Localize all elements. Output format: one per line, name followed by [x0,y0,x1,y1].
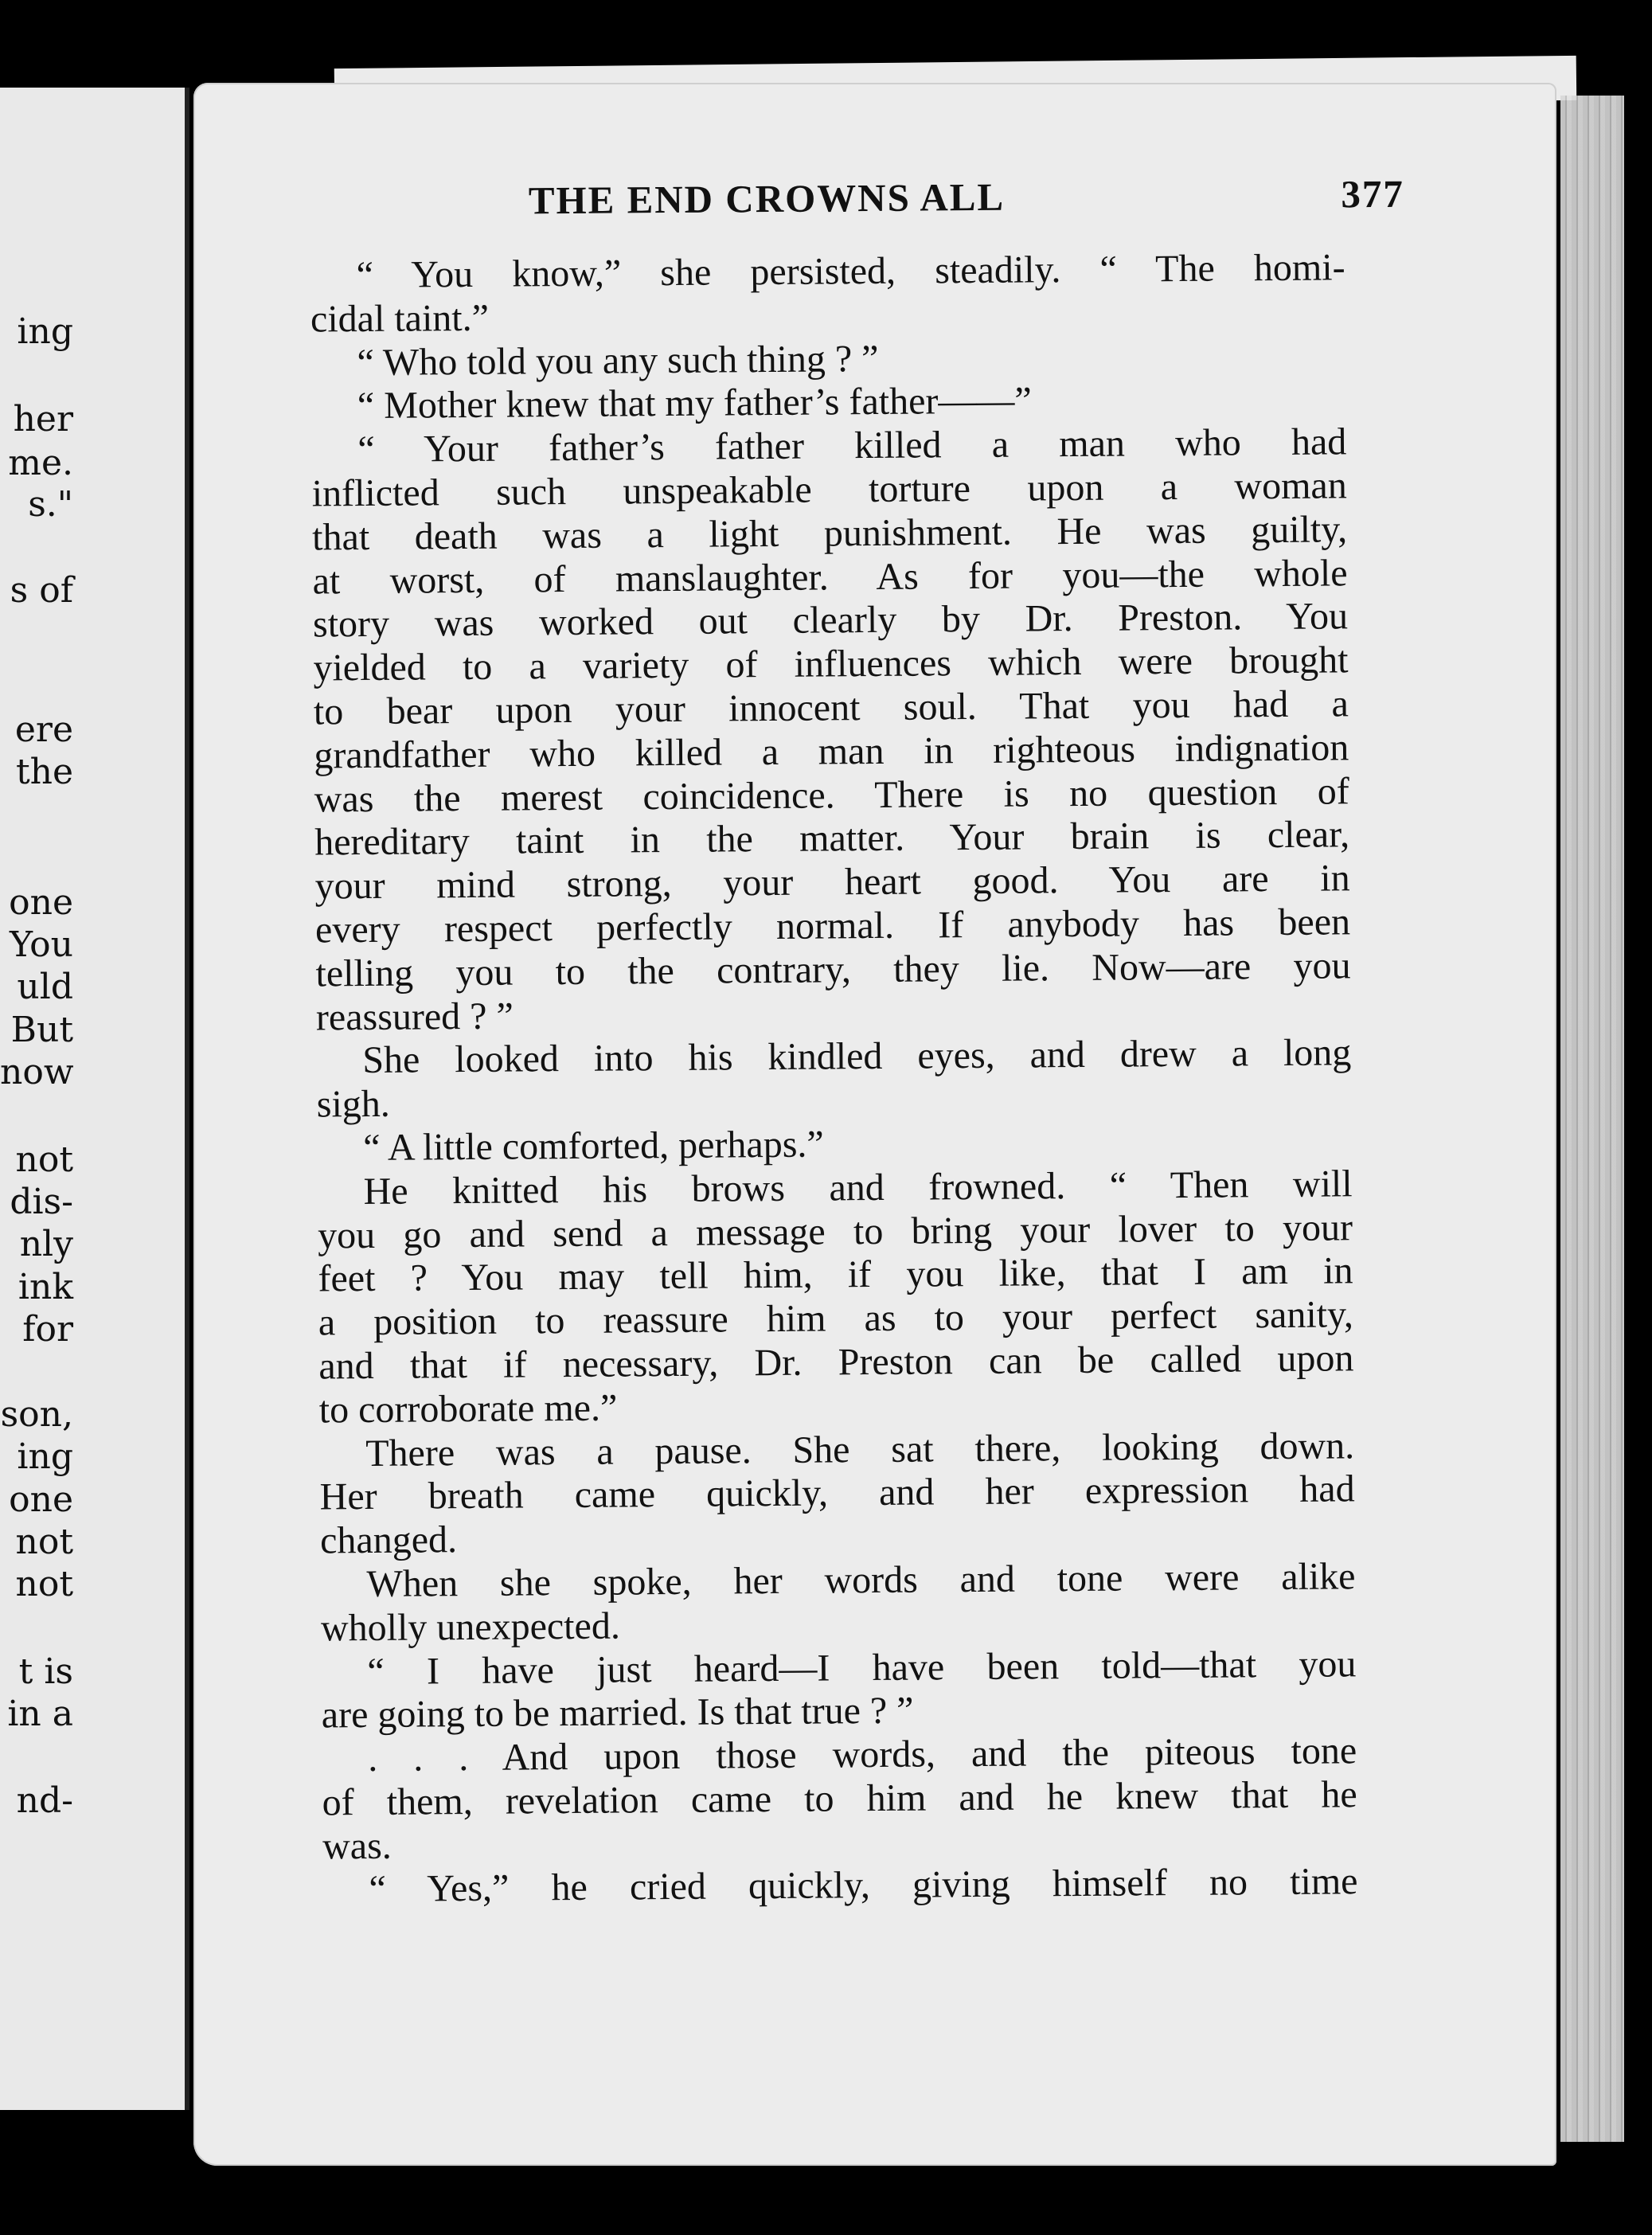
facing-page-fragment: You [9,924,73,965]
text-line: “ Mother knew that my father’s father——” [357,379,1032,428]
text-line: are going to be married. Is that true ? ” [321,1689,914,1737]
text-line: “ Yes,” he cried quickly, giving himself no time [369,1860,1358,1911]
text-line: was the merest coincidence. There is no question of [314,769,1349,821]
facing-page-fragment: ink [18,1267,73,1307]
facing-page-fragment: me. [8,443,73,483]
text-line: your mind strong, your heart good. You are in [314,857,1350,908]
running-title: THE END CROWNS ALL [528,174,1006,223]
text-line: hereditary taint in the matter. Your brain is clear, [314,813,1350,864]
text-line: inflicted such unspeakable torture upon a woman [311,464,1347,515]
facing-page-fragment: her [13,399,73,440]
text-line: wholly unexpected. [320,1604,621,1650]
text-line: There was a pause. She sat there, looking down. [365,1424,1355,1475]
text-line: was. [322,1824,392,1868]
text-line: “ Your father’s father killed a man who had [357,420,1347,471]
facing-page-fragment: nd- [16,1780,73,1821]
facing-page-fragment: ere [14,709,73,750]
facing-page-fragment: in a [7,1694,73,1734]
facing-page-fragment: one [9,882,73,923]
facing-page-fragment: not [15,1564,73,1604]
facing-page-fragment: uld [17,967,73,1007]
facing-page-fragment: s of [10,570,73,611]
text-line: feet ? You may tell him, if you like, that I am in [318,1249,1353,1300]
text-line: changed. [319,1518,458,1562]
book-page [193,83,1556,2166]
facing-page-fragment: t is [18,1651,73,1692]
text-line: to corroborate me.” [318,1386,618,1432]
page-content [186,77,1564,2171]
text-line: to bear upon your innocent soul. That you had a [313,682,1349,733]
facing-page-fragment: now [0,1052,74,1092]
facing-page-fragment: s." [28,484,73,525]
text-line: of them, revelation came to him and he knew that he [322,1773,1357,1824]
facing-page-fragment: dis- [10,1182,73,1222]
text-line: cidal taint.” [310,296,490,341]
page-stack-edge [1560,96,1624,2142]
text-line: telling you to the contrary, they lie. Now—are you [315,944,1351,995]
facing-page-fragment: not [15,1522,73,1562]
text-line: When she spoke, her words and tone were alike [366,1555,1356,1605]
text-line: “ I have just heard—I have been told—that you [367,1642,1357,1693]
page-number: 377 [1341,171,1405,217]
facing-page-fragment: son, [0,1394,73,1435]
text-line: at worst, of manslaughter. As for you—the whole [312,551,1348,603]
text-line: and that if necessary, Dr. Preston can be called upon [318,1337,1354,1388]
text-line: “ You know,” she persisted, steadily. “ The homi- [356,246,1345,297]
text-line: sigh. [316,1082,391,1126]
text-line: She looked into his kindled eyes, and drew a long [362,1031,1352,1082]
text-line: every respect perfectly normal. If anybody has been [314,901,1351,951]
text-line: you go and send a message to bring your lover to your [317,1205,1353,1257]
text-line: story was worked out clearly by Dr. Preston. You [312,595,1349,646]
facing-page-fragment: not [15,1139,73,1180]
facing-page-edge [0,88,189,2110]
facing-page-fragment: the [15,752,73,792]
facing-page-fragment: one [9,1479,73,1520]
text-line: grandfather who killed a man in righteous indignation [314,726,1349,777]
text-line: that death was a light punishment. He was guilty, [311,508,1348,559]
text-line: He knitted his brows and frowned. “ Then will [363,1162,1353,1213]
text-line: Her breath came quickly, and her expression had [319,1467,1355,1518]
facing-page-fragment: for [22,1309,73,1350]
text-line: reassured ? ” [315,994,514,1039]
body-text [310,246,1357,1912]
text-line: “ Who told you any such thing ? ” [357,337,879,384]
facing-page-fragment: ing [17,311,73,352]
text-line: yielded to a variety of influences which were brought [313,639,1349,690]
running-head [298,171,1405,223]
text-line: “ A little comforted, perhaps.” [363,1123,824,1169]
text-line: a position to reassure him as to your perfect sanity, [318,1293,1354,1344]
facing-page-fragment: But [10,1010,73,1050]
facing-page-fragment: ing [17,1436,73,1477]
text-line: . . . And upon those words, and the piteous tone [368,1729,1357,1780]
facing-page-fragment: nly [19,1224,73,1264]
